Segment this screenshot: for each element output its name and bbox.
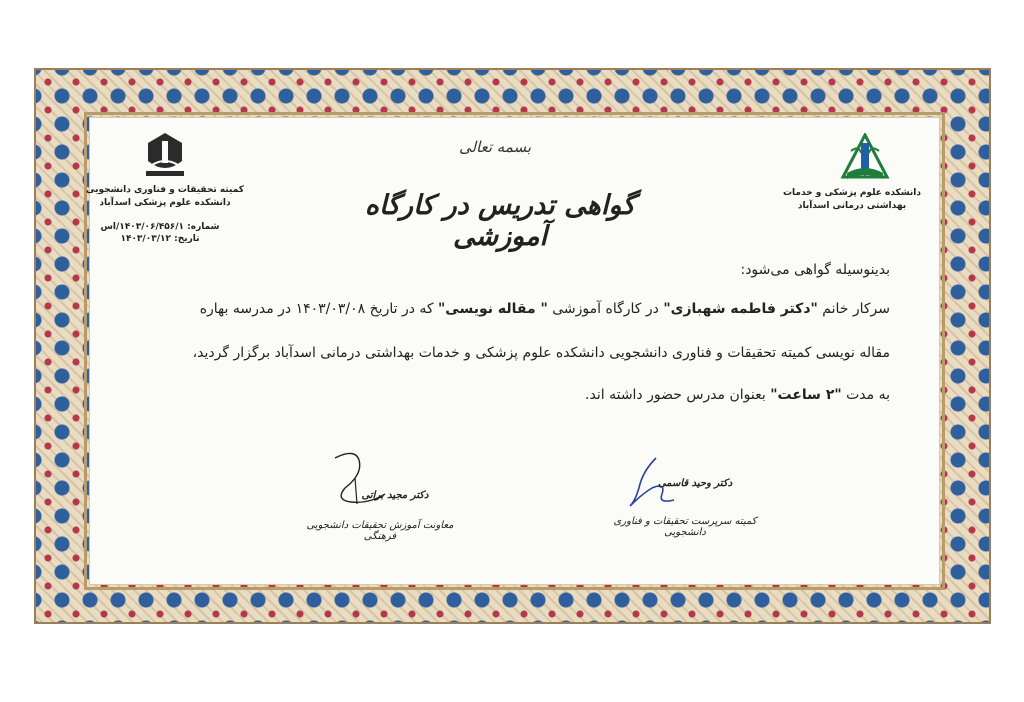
left-header-caption (80, 184, 250, 210)
workshop-title: " مقاله نویسی" (438, 301, 548, 317)
body-intro: بدینوسیله گواهی می‌شود: (740, 262, 890, 278)
body-line-1-c: که در تاریخ ۱۴۰۳/۰۳/۰۸ در مدرسه بهاره (199, 301, 439, 317)
left-header-line2: دانشکده علوم پزشکی اسدآباد (99, 198, 231, 208)
body-line-2: مقاله نویسی کمیته تحقیقات و فناوری دانشجویی دانشکده علوم پزشکی و خدمات بهداشتی درمانی اسدآباد برگزار گردید، (192, 345, 890, 361)
recipient-name: "دکتر فاطمه شهبازی" (663, 301, 818, 317)
university-logo-icon (837, 133, 893, 185)
body-line-1-b: در کارگاه آموزشی (547, 301, 664, 317)
reference-date: تاریخ: ۱۴۰۳/۰۳/۱۲ (120, 234, 200, 244)
left-header-line1: کمیته تحقیقات و فناوری دانشجویی (86, 185, 244, 195)
body-line-1-a: سرکار خانم (817, 301, 890, 317)
right-signer-role: کمیته سرپرست تحقیقات و فناوری دانشجویی (613, 516, 757, 538)
right-header-line2: بهداشتی درمانی اسدآباد (797, 201, 907, 211)
left-signer-role: معاونت آموزش تحقیقات دانشجویی فرهنگی (306, 520, 454, 542)
right-header-line1: دانشکده علوم پزشکی و خدمات (782, 188, 922, 198)
body-line-1 (178, 301, 890, 317)
committee-logo-icon (142, 131, 188, 179)
left-signer-name: دکتر مجید براتی (361, 490, 429, 501)
reference-number: شماره: ۱۴۰۳/۰۶/۴۵۶/۱/اس (100, 222, 220, 232)
duration: "۲ ساعت" (770, 387, 842, 403)
certificate-title: گواهی تدریس در کارگاه آموزشی (364, 190, 636, 252)
reference-info (100, 221, 220, 245)
body-line-3-a: به مدت (841, 387, 890, 403)
right-header-caption (770, 187, 934, 213)
body-line-3-b: بعنوان مدرس حضور داشته اند. (585, 387, 771, 403)
right-signer-name: دکتر وحید قاسمی (657, 478, 733, 489)
basmala: بسمه تعالی (458, 138, 532, 156)
body-line-3 (178, 387, 890, 403)
